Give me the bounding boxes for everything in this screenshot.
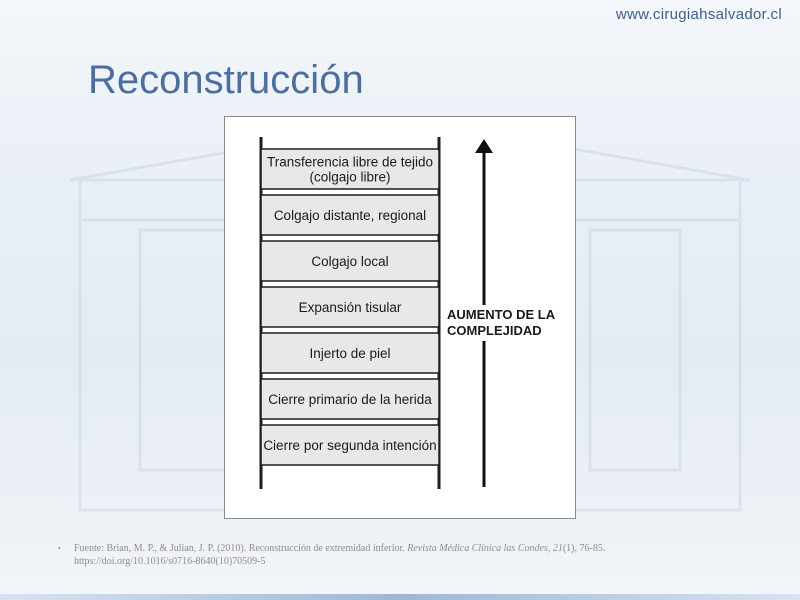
source-prefix: Fuente: Brian, M. P., & Julian, J. P. (2010). Reconstrucción de extremidad inferior. <box>74 543 405 554</box>
reconstruction-ladder-diagram <box>225 117 575 518</box>
slide-title: Reconstrucción <box>88 58 364 102</box>
source-issue-doi[interactable]: (1), 76-85. https://doi.org/10.1016/s0716-8640(10)70509-5 <box>74 543 606 567</box>
arrow-label-line-2: COMPLEJIDAD <box>447 323 542 338</box>
arrow-label-line-1: AUMENTO DE LA <box>447 307 556 322</box>
ladder-step-label: Injerto de piel <box>309 346 391 361</box>
source-citation <box>58 542 668 568</box>
bottom-accent-bar <box>0 594 800 600</box>
ladder-step-label: Cierre primario de la herida <box>268 392 432 407</box>
ladder-step-label: Colgajo local <box>311 254 389 269</box>
ladder-step-label: Cierre por segunda intención <box>263 438 437 453</box>
ladder-step-label: Expansión tisular <box>298 300 402 315</box>
ladder-step-label: (colgajo libre) <box>309 169 391 185</box>
ladder-step-label: Colgajo distante, regional <box>273 208 427 223</box>
reconstruction-ladder-figure <box>224 116 576 519</box>
bullet-icon: • <box>58 544 61 553</box>
site-url[interactable]: www.cirugiahsalvador.cl <box>615 6 782 23</box>
source-journal: Revista Médica Clínica las Condes, 21 <box>407 543 563 554</box>
arrow-up-icon <box>475 139 493 153</box>
ladder-step-label: Transferencia libre de tejido <box>266 154 434 170</box>
